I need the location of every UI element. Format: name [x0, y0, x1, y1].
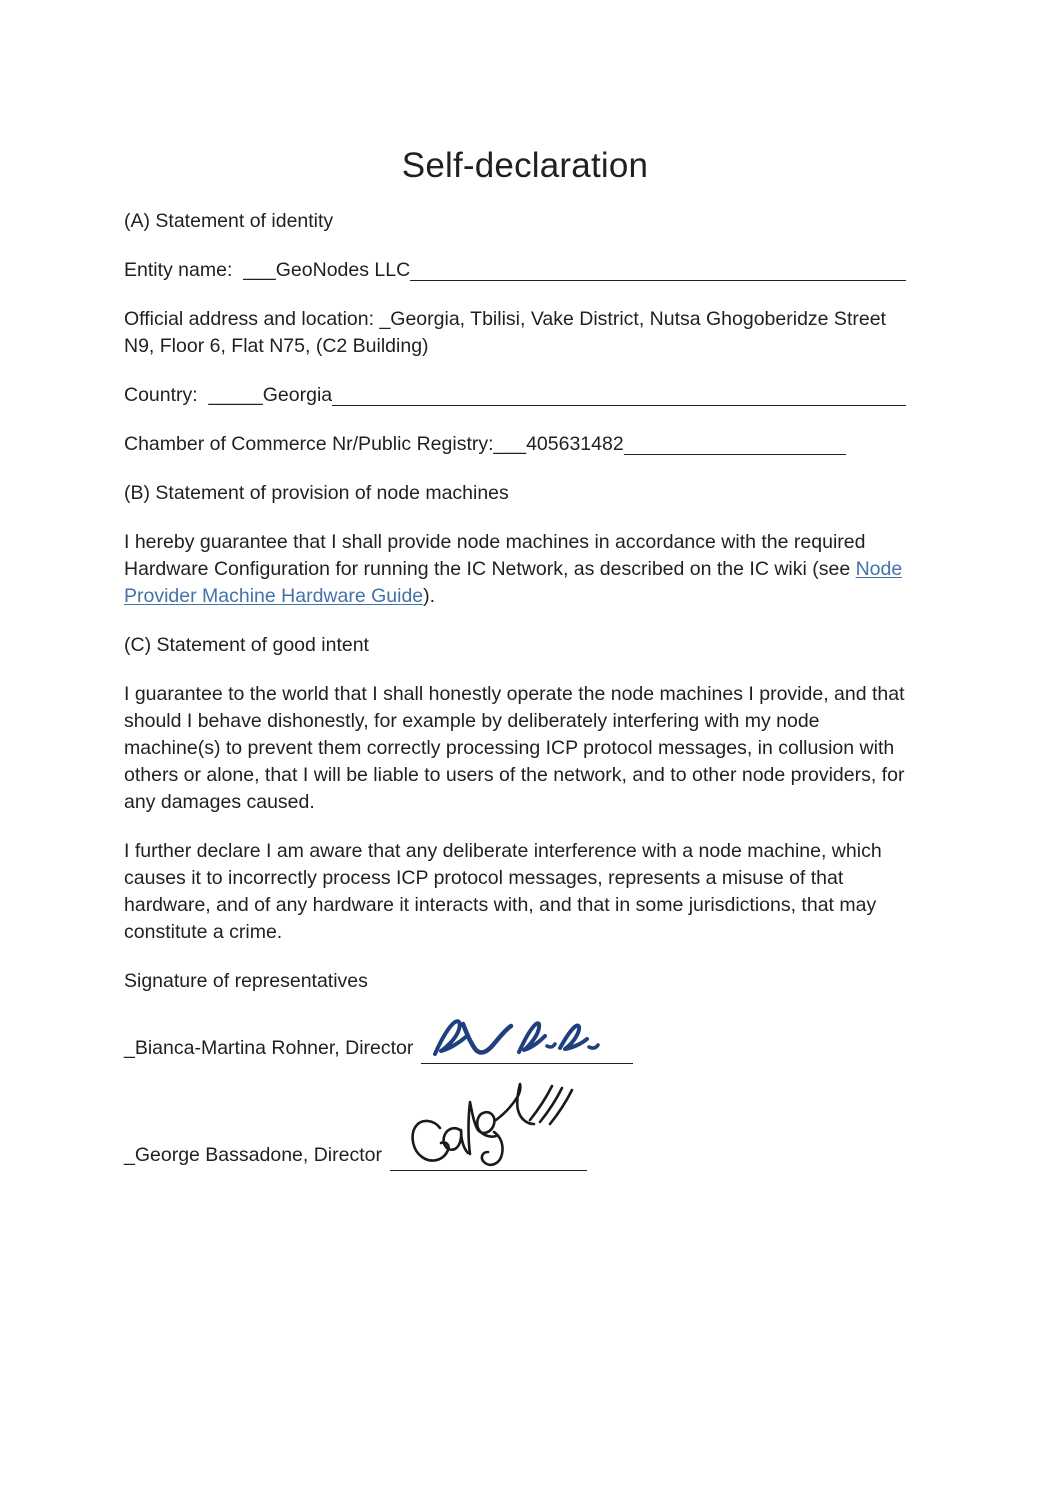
registry-rule — [624, 435, 846, 455]
signature-line-bianca-martina-rohner[interactable] — [421, 1035, 633, 1064]
official-address-text: Official address and location: _Georgia, Tbilisi, Vake District, Nutsa Ghogoberidze Street N9, Floor 6, Flat N75, (C2 Building) — [124, 308, 886, 357]
handwritten-signature-bianca-martina-rohner — [427, 1014, 627, 1062]
signature-block — [124, 1030, 906, 1171]
signature-line-george-bassadone[interactable] — [390, 1142, 587, 1171]
registry-label: Chamber of Commerce Nr/Public Registry:___ — [124, 433, 527, 455]
entity-name-rule — [410, 261, 906, 281]
country-rule — [332, 386, 906, 406]
section-b-heading: (B) Statement of provision of node machines — [124, 482, 509, 504]
registry-value: 405631482 — [526, 433, 624, 455]
handwritten-signature-george-bassadone — [408, 1074, 588, 1170]
section-b-text-before-link: I hereby guarantee that I shall provide node machines in accordance with the required Hardware Configuration for running the IC Network, as described on the IC wiki (see — [124, 531, 866, 580]
entity-name-label: Entity name: ___ — [124, 259, 276, 281]
signature-section-heading: Signature of representatives — [124, 970, 368, 992]
entity-name-value: GeoNodes LLC — [275, 259, 411, 281]
country-label: Country: _____ — [124, 384, 263, 406]
node-provider-hardware-guide-link[interactable]: Node Provider Machine Hardware Guide — [124, 558, 903, 607]
section-c-paragraph-2: I further declare I am aware that any deliberate interference with a node machine, which causes it to incorrectly process ICP protocol messages, represents a misuse of that hardware, and of any hardware it interacts with, and that in some jurisdictions, that may constitute a crime. — [124, 840, 882, 943]
country-value: Georgia — [262, 384, 333, 406]
signatory-name-bianca-martina-rohner: _Bianca-Martina Rohner, Director — [124, 1037, 414, 1059]
signature-row-bianca-martina-rohner — [124, 1030, 906, 1064]
entity-name-field — [124, 257, 906, 284]
registry-field — [124, 431, 906, 458]
page-title: Self-declaration — [401, 146, 649, 185]
section-b-paragraph — [124, 529, 906, 610]
section-c-paragraph-1: I guarantee to the world that I shall honestly operate the node machines I provide, and that should I behave dishonestly, for example by deliberately interfering with my node machine(s) to prevent them correctly processing ICP protocol messages, in collusion with others or alone, that I will be liable to users of the network, and to other node providers, for any damages caused. — [124, 683, 905, 813]
section-c-heading: (C) Statement of good intent — [124, 634, 369, 656]
signature-row-george-bassadone — [124, 1137, 906, 1171]
section-a-heading: (A) Statement of identity — [124, 210, 334, 232]
country-field — [124, 382, 906, 409]
document-body — [124, 208, 906, 995]
signatory-name-george-bassadone: _George Bassadone, Director — [124, 1144, 382, 1166]
section-b-text-after-link: ). — [423, 585, 436, 607]
